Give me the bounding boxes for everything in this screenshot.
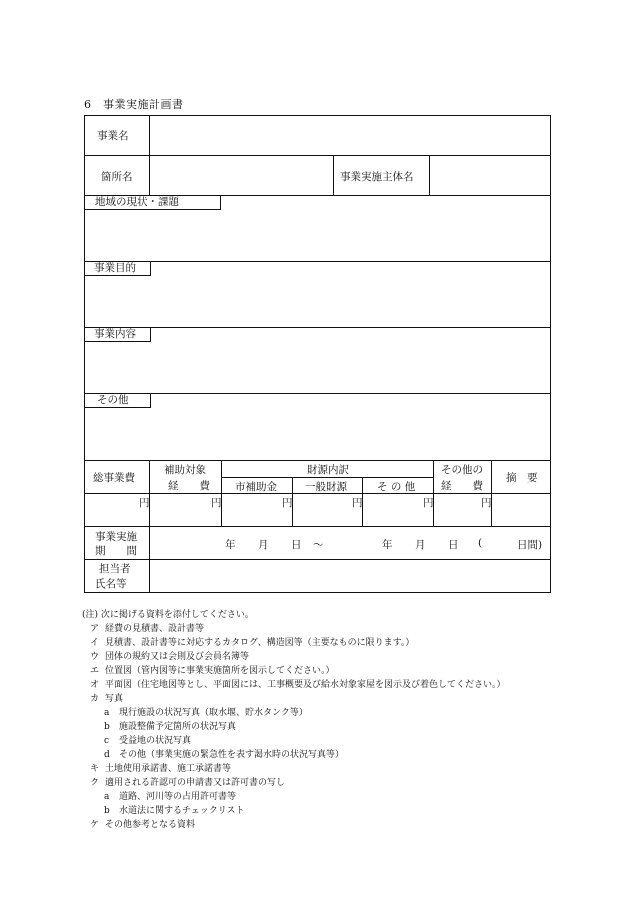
note-item — [82, 804, 506, 818]
note-item-key: b — [104, 722, 110, 732]
note-item-text: 受益地の状況写真 — [119, 736, 192, 746]
note-item-key: ウ — [90, 652, 100, 662]
row-divider — [85, 261, 550, 262]
note-item-text: 見積書、設計書等に対応するカタログ、構造図等（主要なものに限ります。） — [105, 638, 415, 648]
note-item-text: 現行施設の状況写真（取水堰、貯水タンク等） — [119, 708, 308, 718]
row-divider — [85, 460, 550, 461]
note-item-text: その他参考となる資料 — [105, 820, 196, 830]
note-item-key: d — [104, 750, 110, 760]
project-name-label: 事業名 — [97, 130, 129, 142]
col-divider — [433, 460, 434, 526]
breakdown-header: 財源内訳 — [307, 464, 349, 476]
others-header: そ の 他 — [377, 481, 416, 493]
purpose-field[interactable] — [87, 278, 547, 325]
project-name-field[interactable] — [151, 118, 547, 153]
note-item-text: 位置図（管内図等に事業実施箇所を図示してください。） — [105, 666, 335, 676]
note-item-key: a — [104, 792, 110, 802]
end-year: 年 — [382, 539, 393, 551]
open-paren: ( — [478, 537, 483, 549]
note-item-key: c — [104, 736, 110, 746]
plan-form — [84, 115, 551, 593]
note-item-key: イ — [90, 638, 100, 648]
others-yen: 円 — [423, 497, 434, 509]
note-item-text: 写真 — [105, 694, 124, 704]
note-item-key: ク — [90, 778, 100, 788]
remarks-header: 摘 要 — [506, 472, 538, 484]
note-item-text: 土地使用承諾書、施工承諾書等 — [105, 764, 232, 774]
row-divider — [85, 393, 550, 394]
col-divider — [221, 460, 222, 526]
person-field[interactable] — [151, 561, 547, 591]
note-item-key: ケ — [90, 820, 100, 830]
col-divider — [491, 460, 492, 526]
note-item-key: エ — [90, 666, 100, 676]
notes-header: (注) 次に掲げる資料を添付してください。 — [82, 610, 254, 620]
row-divider — [85, 559, 550, 560]
note-item — [82, 650, 506, 664]
note-item-key: ア — [90, 624, 100, 634]
total-cost-header: 総事業費 — [93, 472, 135, 484]
note-item — [82, 692, 506, 706]
notes-section — [82, 608, 506, 832]
subsidy-target-header: 補助対象 — [164, 464, 206, 476]
person-label-2: 氏名等 — [95, 578, 127, 590]
note-item — [82, 678, 506, 692]
note-item-text: 道路、河川等の占用許可書等 — [119, 792, 237, 802]
note-item — [82, 748, 506, 762]
note-item — [82, 636, 506, 650]
other-tag: その他 — [84, 393, 151, 408]
total-cost-yen: 円 — [139, 497, 150, 509]
start-day: 日 — [291, 539, 302, 551]
general-funds-yen: 円 — [352, 497, 363, 509]
col-divider — [429, 155, 430, 195]
note-item-key: b — [104, 806, 110, 816]
note-item — [82, 776, 506, 790]
period-tilde: 〜 — [313, 539, 324, 551]
content-tag: 事業内容 — [84, 327, 151, 342]
period-label-2: 期 間 — [95, 545, 137, 557]
row-divider — [85, 327, 550, 328]
start-month: 月 — [258, 539, 269, 551]
note-item-text: 団体の規約又は会則及び会員名簿等 — [105, 652, 250, 662]
note-item-key: キ — [90, 764, 100, 774]
note-item — [82, 818, 506, 832]
note-item-text: 施設整備予定箇所の状況写真 — [119, 722, 237, 732]
end-day: 日 — [448, 539, 459, 551]
note-item-text: 経費の見積書、設計書等 — [105, 624, 205, 634]
person-label: 担当者 — [99, 563, 131, 575]
current-situation-tag: 地域の現状・課題 — [84, 195, 221, 210]
city-subsidy-header: 市補助金 — [235, 481, 277, 493]
implementing-body-field[interactable] — [431, 157, 547, 193]
current-situation-field[interactable] — [87, 212, 547, 259]
end-month: 月 — [415, 539, 426, 551]
other-costs-header-2: 経 費 — [441, 480, 483, 492]
note-item — [82, 790, 506, 804]
note-item-key: オ — [90, 680, 100, 690]
note-item-text: その他（事業実施の緊急性を表す渇水時の状況写真等） — [119, 750, 345, 760]
row-divider — [85, 155, 550, 156]
note-item-text: 水道法に関するチェックリスト — [119, 806, 245, 816]
row-divider — [85, 526, 550, 527]
note-item — [82, 720, 506, 734]
general-funds-header: 一般財源 — [305, 481, 347, 493]
note-item-key: a — [104, 708, 110, 718]
note-item-key: カ — [90, 694, 100, 704]
days-count-label: 日間) — [517, 539, 543, 551]
note-item — [82, 706, 506, 720]
purpose-tag: 事業目的 — [84, 261, 151, 276]
col-divider — [333, 155, 334, 195]
note-item-text: 平面図（住宅地図等とし、平面図には、工事概要及び給水対象家屋を図示及び着色してください。） — [105, 680, 506, 690]
subsidy-target-yen: 円 — [211, 497, 222, 509]
other-field[interactable] — [87, 410, 547, 458]
start-year: 年 — [225, 539, 236, 551]
note-item — [82, 734, 506, 748]
subsidy-target-header-2: 経 費 — [168, 480, 210, 492]
city-subsidy-yen: 円 — [282, 497, 293, 509]
note-item — [82, 622, 506, 636]
note-item-text: 適用される許認可の申請書又は許可書の写し — [105, 778, 286, 788]
other-costs-yen: 円 — [481, 497, 492, 509]
col-divider — [149, 116, 150, 195]
period-label: 事業実施 — [95, 531, 137, 543]
implementing-body-label: 事業実施主体名 — [340, 171, 414, 183]
other-costs-header: その他の — [441, 464, 483, 476]
note-item — [82, 664, 506, 678]
location-label: 箇所名 — [101, 171, 133, 183]
row-divider — [221, 477, 433, 478]
notes-list — [82, 622, 506, 832]
content-field[interactable] — [87, 344, 547, 391]
location-field[interactable] — [151, 157, 331, 193]
col-divider — [149, 460, 150, 593]
document-title: 6 事業実施計画書 — [84, 98, 184, 111]
note-item — [82, 762, 506, 776]
